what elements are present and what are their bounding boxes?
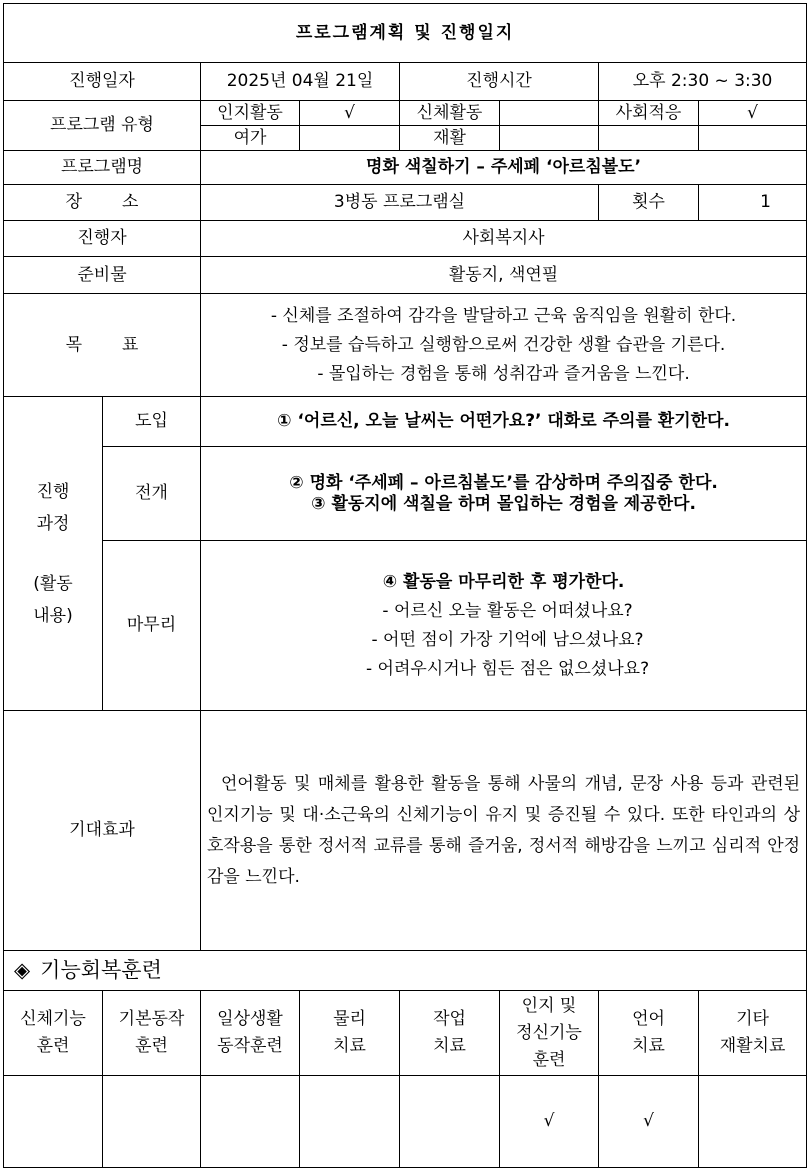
type-physical: 신체활동 — [400, 101, 500, 126]
empty-cell — [599, 126, 699, 151]
col-header-line: 기타 — [736, 1009, 769, 1029]
training-heading: 기능회복훈련 — [40, 957, 162, 982]
type-leisure-check — [300, 126, 400, 151]
date-label: 진행일자 — [4, 63, 201, 101]
goals-list — [201, 294, 807, 397]
finish-text — [201, 541, 807, 711]
training-check — [400, 1076, 500, 1168]
count-label: 횟수 — [599, 185, 699, 221]
type-rehab-check — [500, 126, 599, 151]
training-check — [300, 1076, 400, 1168]
training-check — [4, 1076, 103, 1168]
type-social: 사회적응 — [599, 101, 699, 126]
intro-text: ① ‘어르신, 오늘 날씨는 어떤가요?’ 대화로 주의를 환기한다. — [201, 397, 807, 447]
training-check: √ — [500, 1076, 599, 1168]
process-label-line: 진행 — [36, 481, 70, 502]
col-header-line: 동작훈련 — [217, 1036, 283, 1056]
col-header-line: 언어 — [632, 1009, 665, 1029]
effect-label: 기대효과 — [4, 711, 201, 951]
finish-question: - 어떤 점이 가장 기억에 남으셨나요? — [371, 629, 644, 650]
diamond-icon: ◈ — [14, 957, 31, 982]
develop-line: ② 명화 ‘주세페 – 아르침볼도’를 감상하며 주의집중 한다. — [289, 473, 718, 494]
date-value: 2025년 04월 21일 — [201, 63, 400, 101]
col-header-line: 일상생활 — [217, 1009, 283, 1029]
type-social-check: √ — [699, 101, 807, 126]
training-col-header — [699, 991, 807, 1076]
empty-cell — [699, 126, 807, 151]
effect-text: 언어활동 및 매체를 활용한 활동을 통해 사물의 개념, 문장 사용 등과 관련된 인지기능 및 대·소근육의 신체기능이 유지 및 증진될 수 있다. 또한 타인과의 상호작용을 통한 정서적 교류를 통해 즐거움, 정서적 해방감을 느끼고 심리적 안정감을 느낀다. — [207, 773, 801, 887]
training-heading-cell — [4, 951, 807, 991]
program-name-value: 명화 색칠하기 – 주세페 ‘아르침볼도’ — [201, 151, 807, 185]
col-header-line: 치료 — [632, 1036, 665, 1056]
col-header-line: 치료 — [433, 1036, 466, 1056]
materials-label: 준비물 — [4, 257, 201, 294]
training-check: √ — [599, 1076, 699, 1168]
place-value: 3병동 프로그램실 — [201, 185, 599, 221]
program-log-form — [3, 3, 807, 1168]
col-header-line: 인지 및 — [521, 995, 577, 1016]
stage-finish: 마무리 — [103, 541, 201, 711]
program-type-label: 프로그램 유형 — [4, 101, 201, 151]
process-label-line: 과정 — [36, 513, 70, 534]
col-header-line: 훈련 — [135, 1036, 168, 1056]
col-header-line: 치료 — [333, 1036, 366, 1056]
goal-item: - 정보를 습득하고 실행함으로써 건강한 생활 습관을 기른다. — [281, 334, 726, 355]
process-label-line: (활동 — [33, 573, 73, 594]
time-label: 진행시간 — [400, 63, 599, 101]
col-header-line: 신체기능 — [20, 1009, 86, 1029]
goal-item: - 몰입하는 경험을 통해 성취감과 즐거움을 느낀다. — [317, 363, 690, 384]
finish-question: - 어려우시거나 힘든 점은 없으셨나요? — [366, 658, 650, 679]
type-physical-check — [500, 101, 599, 126]
develop-line: ③ 활동지에 색칠을 하며 몰입하는 경험을 제공한다. — [311, 493, 696, 514]
training-col-header — [500, 991, 599, 1076]
col-header-line: 훈련 — [532, 1049, 566, 1070]
type-rehab: 재활 — [400, 126, 500, 151]
type-cognitive-check: √ — [300, 101, 400, 126]
effect-cell — [201, 711, 807, 951]
training-col-header — [599, 991, 699, 1076]
training-col-header — [103, 991, 201, 1076]
place-label: 장소 — [4, 185, 201, 221]
facilitator-label: 진행자 — [4, 221, 201, 257]
time-value: 오후 2:30 ~ 3:30 — [599, 63, 807, 101]
col-header-line: 재활치료 — [719, 1036, 786, 1056]
col-header-line: 물리 — [333, 1009, 366, 1029]
page-title: 프로그램계획 및 진행일지 — [4, 4, 807, 63]
materials-value: 활동지, 색연필 — [201, 257, 807, 294]
training-col-header — [201, 991, 300, 1076]
finish-question: - 어르신 오늘 활동은 어떠셨나요? — [382, 600, 633, 621]
type-leisure: 여가 — [201, 126, 300, 151]
stage-intro: 도입 — [103, 397, 201, 447]
col-header-line: 기본동작 — [118, 1009, 185, 1029]
col-header-line: 훈련 — [36, 1036, 70, 1056]
col-header-line: 정신기능 — [516, 1022, 582, 1043]
goal-item: - 신체를 조절하여 감각을 발달하고 근육 움직임을 원활히 한다. — [270, 305, 737, 326]
stage-develop: 전개 — [103, 447, 201, 541]
program-name-label: 프로그램명 — [4, 151, 201, 185]
develop-text — [201, 447, 807, 541]
training-check — [699, 1076, 807, 1168]
process-label-line: 내용) — [33, 605, 73, 626]
training-check — [201, 1076, 300, 1168]
goals-label: 목표 — [4, 294, 201, 397]
training-col-header — [300, 991, 400, 1076]
training-check — [103, 1076, 201, 1168]
col-header-line: 작업 — [433, 1009, 466, 1029]
count-value: 1 — [699, 185, 807, 221]
facilitator-value: 사회복지사 — [201, 221, 807, 257]
type-cognitive: 인지활동 — [201, 101, 300, 126]
finish-heading: ④ 활동을 마무리한 후 평가한다. — [382, 571, 625, 592]
training-col-header — [400, 991, 500, 1076]
training-col-header — [4, 991, 103, 1076]
process-label — [4, 397, 103, 711]
